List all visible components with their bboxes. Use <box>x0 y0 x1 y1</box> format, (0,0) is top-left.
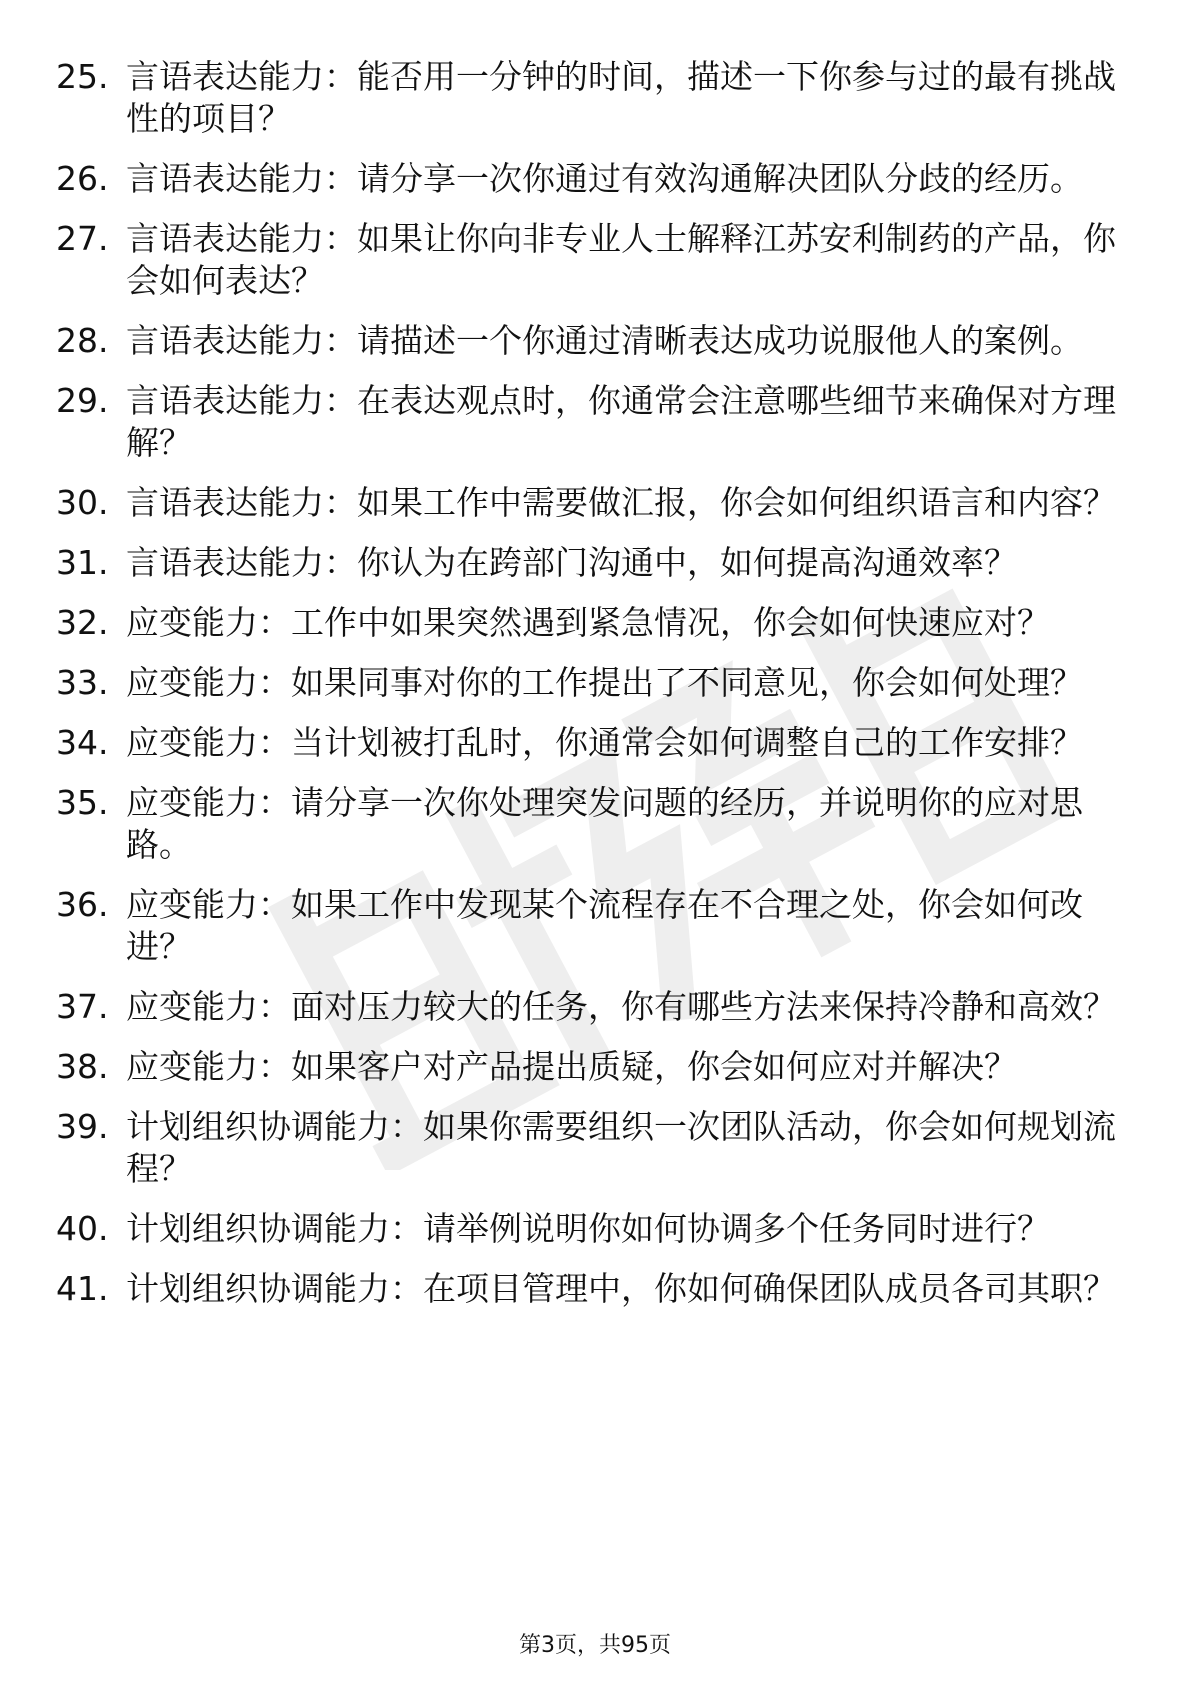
list-item <box>56 1046 1116 1088</box>
list-item <box>56 542 1116 584</box>
question-text: 言语表达能力：如果让你向非专业人士解释江苏安利制药的产品，你会如何表达？ <box>126 219 1116 300</box>
question-text: 计划组织协调能力：如果你需要组织一次团队活动，你会如何规划流程？ <box>126 1107 1116 1188</box>
question-text: 应变能力：如果客户对产品提出质疑，你会如何应对并解决？ <box>126 1047 1017 1086</box>
question-number: 37. <box>56 987 109 1026</box>
list-item <box>56 1106 1116 1190</box>
question-text: 计划组织协调能力：在项目管理中，你如何确保团队成员各司其职？ <box>126 1269 1116 1308</box>
list-item <box>56 1208 1116 1250</box>
question-number: 39. <box>56 1107 109 1146</box>
question-text: 应变能力：工作中如果突然遇到紧急情况，你会如何快速应对？ <box>126 603 1050 642</box>
question-list <box>56 56 1116 1328</box>
list-item <box>56 986 1116 1028</box>
question-number: 29. <box>56 381 109 420</box>
list-item <box>56 1268 1116 1310</box>
list-item <box>56 602 1116 644</box>
question-text: 言语表达能力：请分享一次你通过有效沟通解决团队分歧的经历。 <box>126 159 1083 198</box>
list-item <box>56 884 1116 968</box>
list-item <box>56 320 1116 362</box>
list-item <box>56 722 1116 764</box>
question-text: 应变能力：面对压力较大的任务，你有哪些方法来保持冷静和高效？ <box>126 987 1116 1026</box>
question-number: 25. <box>56 57 109 96</box>
list-item <box>56 662 1116 704</box>
list-item <box>56 158 1116 200</box>
question-text: 言语表达能力：请描述一个你通过清晰表达成功说服他人的案例。 <box>126 321 1083 360</box>
page-number: 第3页，共95页 <box>519 1633 671 1658</box>
list-item <box>56 218 1116 302</box>
question-text: 言语表达能力：在表达观点时，你通常会注意哪些细节来确保对方理解？ <box>126 381 1116 462</box>
question-number: 34. <box>56 723 109 762</box>
question-text: 应变能力：当计划被打乱时，你通常会如何调整自己的工作安排？ <box>126 723 1083 762</box>
question-text: 言语表达能力：能否用一分钟的时间，描述一下你参与过的最有挑战性的项目？ <box>126 57 1116 138</box>
question-number: 26. <box>56 159 109 198</box>
question-number: 40. <box>56 1209 109 1248</box>
question-text: 计划组织协调能力：请举例说明你如何协调多个任务同时进行？ <box>126 1209 1050 1248</box>
question-number: 33. <box>56 663 109 702</box>
question-text: 应变能力：请分享一次你处理突发问题的经历，并说明你的应对思路。 <box>126 783 1083 864</box>
question-number: 41. <box>56 1269 109 1308</box>
question-number: 38. <box>56 1047 109 1086</box>
question-number: 31. <box>56 543 109 582</box>
question-text: 应变能力：如果同事对你的工作提出了不同意见，你会如何处理？ <box>126 663 1083 702</box>
list-item <box>56 56 1116 140</box>
question-text: 言语表达能力：如果工作中需要做汇报，你会如何组织语言和内容？ <box>126 483 1116 522</box>
question-number: 30. <box>56 483 109 522</box>
question-number: 28. <box>56 321 109 360</box>
list-item <box>56 782 1116 866</box>
question-number: 35. <box>56 783 109 822</box>
question-text: 应变能力：如果工作中发现某个流程存在不合理之处，你会如何改进？ <box>126 885 1083 966</box>
question-text: 言语表达能力：你认为在跨部门沟通中，如何提高沟通效率？ <box>126 543 1017 582</box>
question-number: 32. <box>56 603 109 642</box>
list-item <box>56 482 1116 524</box>
question-number: 27. <box>56 219 109 258</box>
page-footer <box>0 1632 1190 1660</box>
list-item <box>56 380 1116 464</box>
question-number: 36. <box>56 885 109 924</box>
